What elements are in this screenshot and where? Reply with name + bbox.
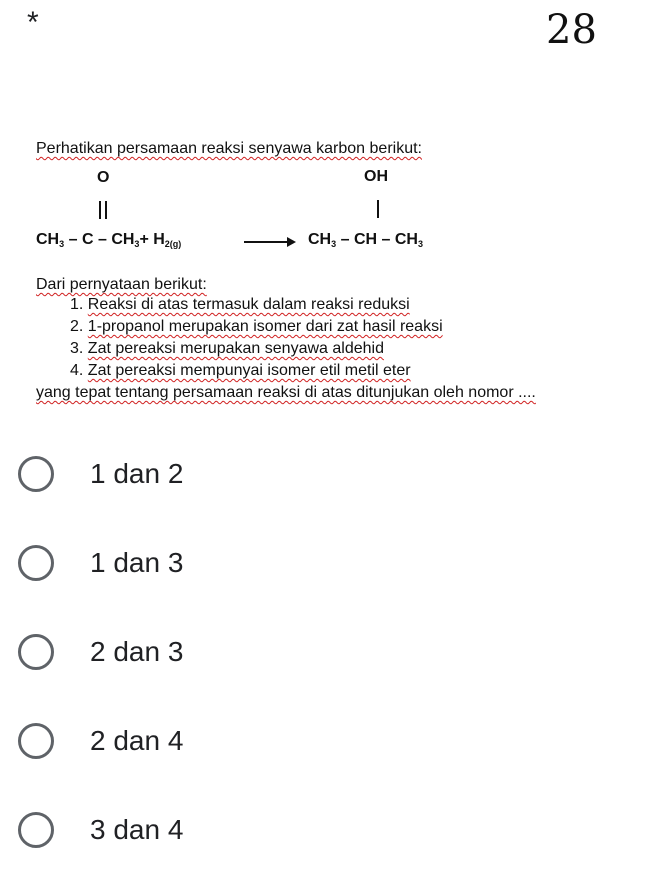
reactant-plus: +	[139, 231, 149, 248]
reactant-dash-1: –	[68, 231, 78, 248]
product-dash-2: –	[381, 231, 391, 248]
reaction-arrow	[244, 241, 289, 243]
statement-number: 2.	[70, 318, 84, 335]
reactant-h2: H	[153, 231, 165, 248]
option-label: 3 dan 4	[90, 814, 184, 845]
option-3[interactable]	[18, 630, 418, 674]
double-bond-right	[105, 201, 107, 219]
statement-text: 1-propanol merupakan isomer dari zat hasil reaksi	[87, 318, 443, 335]
reactant-c-center: C	[81, 231, 94, 248]
reactant-dash-2: –	[97, 231, 107, 248]
product-ch3-right: CH	[394, 231, 418, 248]
statement-text: Zat pereaksi mempunyai isomer etil metil eter	[87, 362, 411, 379]
statement-text: Zat pereaksi merupakan senyawa aldehid	[87, 340, 384, 357]
reactant-ch3-left-sub: 3	[59, 239, 65, 249]
question-number: 28	[546, 7, 597, 53]
product-formula	[308, 232, 423, 252]
arrow-head-icon	[287, 237, 296, 247]
statement-text: Reaksi di atas termasuk dalam reaksi reduksi	[87, 296, 410, 313]
product-ch3-left: CH	[308, 231, 332, 248]
reactant-formula	[36, 232, 181, 252]
reactant-ch3-left: CH	[36, 231, 60, 248]
option-5[interactable]	[18, 808, 418, 852]
radio-button-icon[interactable]	[18, 456, 54, 492]
single-bond	[377, 200, 379, 218]
radio-button-icon[interactable]	[18, 545, 54, 581]
product-ch3-right-sub: 3	[417, 239, 423, 249]
option-4[interactable]	[18, 719, 418, 763]
option-1[interactable]	[18, 452, 418, 496]
reactant-ch3-right-sub: 3	[134, 239, 140, 249]
statement-number: 4.	[70, 362, 84, 379]
product-ch-center: CH	[353, 231, 378, 248]
required-star: *	[27, 6, 39, 39]
question-intro: Perhatikan persamaan reaksi senyawa karbon berikut:	[36, 140, 422, 157]
radio-button-icon[interactable]	[18, 634, 54, 670]
reactant-carbonyl-o: O	[97, 169, 110, 186]
statement-number: 1.	[70, 296, 84, 313]
question-image	[0, 130, 665, 415]
option-label: 1 dan 2	[90, 458, 184, 489]
statement-item	[70, 318, 443, 336]
statement-number: 3.	[70, 340, 84, 357]
double-bond-left	[99, 201, 101, 219]
statements-intro: Dari pernyataan berikut:	[36, 276, 207, 293]
product-dash-1: –	[340, 231, 350, 248]
reactant-ch3-right: CH	[111, 231, 135, 248]
option-2[interactable]	[18, 541, 418, 585]
statement-item	[70, 296, 410, 314]
option-label: 1 dan 3	[90, 547, 184, 578]
option-label: 2 dan 4	[90, 725, 184, 756]
statement-item	[70, 340, 384, 358]
option-label: 2 dan 3	[90, 636, 184, 667]
radio-button-icon[interactable]	[18, 723, 54, 759]
radio-button-icon[interactable]	[18, 812, 54, 848]
reactant-h2-sub: 2(g)	[164, 239, 182, 249]
question-closing: yang tepat tentang persamaan reaksi di atas ditunjukan oleh nomor ....	[36, 384, 536, 401]
product-oh: OH	[364, 168, 388, 185]
statement-item	[70, 362, 411, 380]
product-ch3-left-sub: 3	[331, 239, 337, 249]
